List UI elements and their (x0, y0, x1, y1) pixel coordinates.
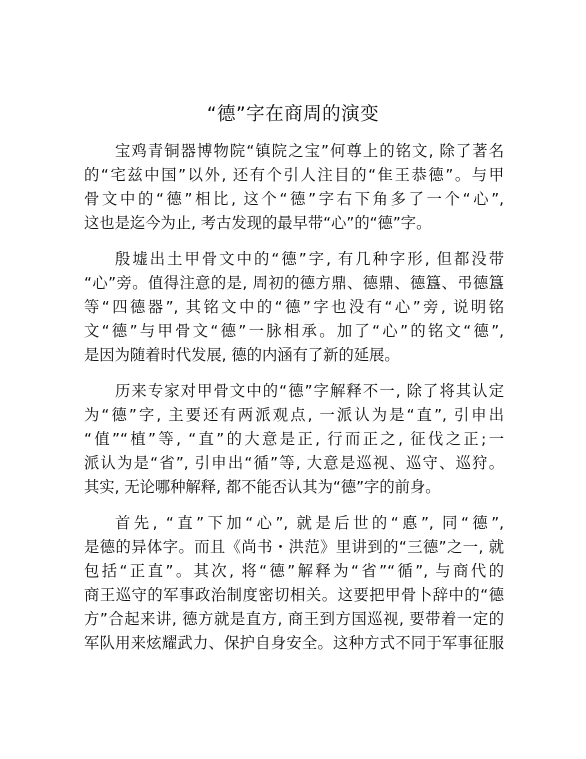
text-line: 是德的异体字。而且《尚书・洪范》里讲到的“三德”之一, 就 (84, 538, 504, 556)
text-line: 文“德”与甲骨文“德”一脉相承。加了“心”的铭文“德”, (84, 322, 504, 340)
paragraph (84, 247, 504, 367)
text-line: 的“宅兹中国”以外, 还有个引人注目的“隹王恭德”。与甲 (84, 166, 504, 184)
text-line: 派认为是“省”, 引申出“循”等, 大意是巡视、巡守、巡狩。 (84, 454, 504, 472)
text-line: 方”合起来讲, 德方就是直方, 商王到方国巡视, 要带着一定的 (84, 610, 504, 628)
paragraph (84, 379, 504, 499)
text-line: 宝鸡青铜器博物院“镇院之宝”何尊上的铭文, 除了著名 (115, 142, 504, 160)
text-line: 骨文中的“德”相比, 这个“德”字右下角多了一个“心”, (84, 190, 504, 208)
text-line: “心”旁。值得注意的是, 周初的德方鼎、德鼎、德簋、弔德簋 (84, 274, 504, 292)
text-line: 其实, 无论哪种解释, 都不能否认其为“德”字的前身。 (84, 478, 441, 496)
text-line: 包括“正直”。其次, 将“德”解释为“省”“循”, 与商代的 (84, 562, 504, 580)
text-line: 历来专家对甲骨文中的“德”字解释不一, 除了将其认定 (115, 382, 504, 400)
text-line: 等“四德器”, 其铭文中的“德”字也没有“心”旁, 说明铭 (84, 298, 504, 316)
paragraph (84, 139, 504, 235)
text-line: “值”“植”等, “直”的大意是正, 行而正之, 征伐之正;一 (84, 430, 504, 448)
text-line: 首先, “直”下加“心”, 就是后世的“悳”, 同“德”, (115, 514, 504, 532)
paragraph (84, 511, 504, 655)
text-line: 商王巡守的军事政治制度密切相关。这要把甲骨卜辞中的“德 (84, 586, 504, 604)
article-title: “德”字在商周的演变 (206, 104, 380, 125)
text-line: 是因为随着时代发展, 德的内涵有了新的延展。 (84, 346, 400, 364)
text-line: 军队用来炫耀武力、保护自身安全。这种方式不同于军事征服 (84, 634, 504, 652)
text-line: 为“德”字, 主要还有两派观点, 一派认为是“直”, 引申出 (84, 406, 504, 424)
text-line: 这也是迄今为止, 考古发现的最早带“心”的“德”字。 (84, 214, 432, 232)
text-line: 殷墟出土甲骨文中的“德”字, 有几种字形, 但都没带 (115, 250, 504, 268)
article-body (84, 139, 504, 667)
